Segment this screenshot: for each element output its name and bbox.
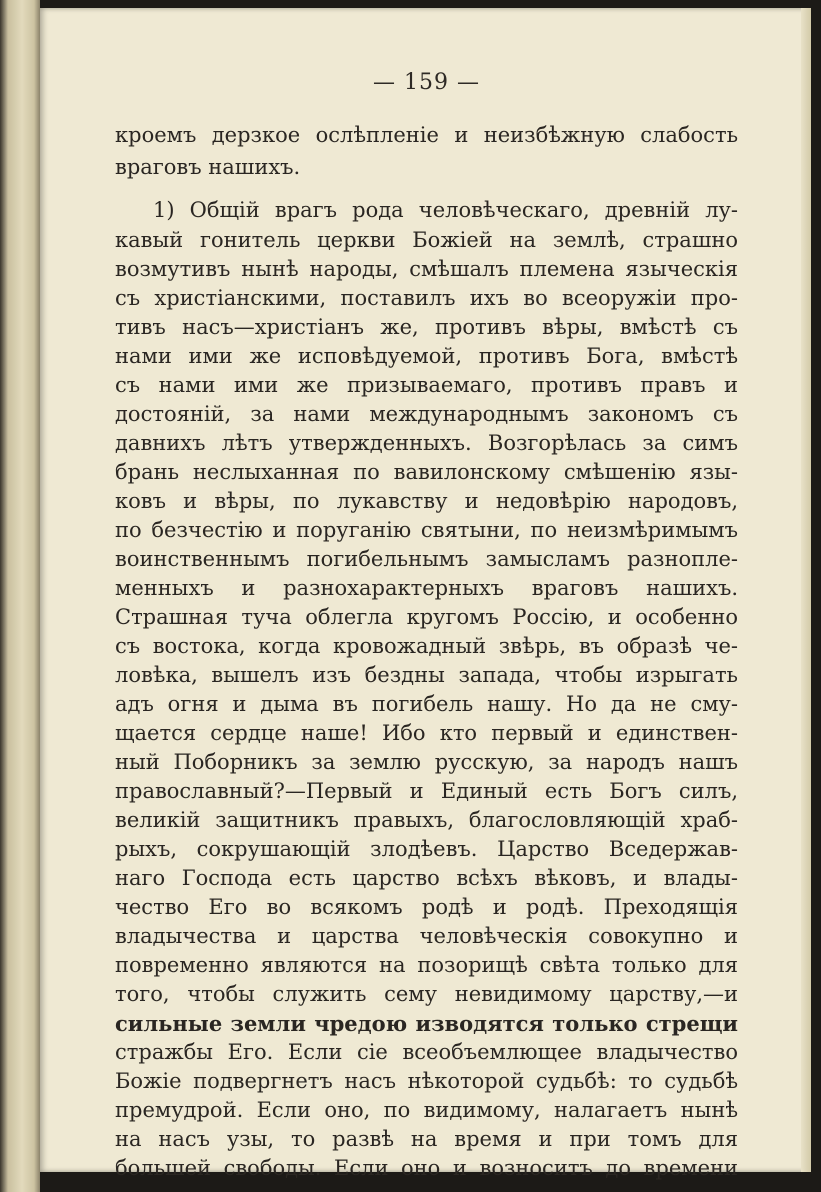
previous-page-edge	[0, 0, 40, 1192]
text-line: менныхъ и разнохарактерныхъ враговъ нашихъ.	[115, 576, 738, 600]
text-line: на насъ узы, то развѣ на время и при томъ для	[115, 1127, 738, 1151]
text-line: адъ огня и дыма въ погибель нашу. Но да не сму-	[115, 692, 738, 716]
page-sheet	[40, 8, 811, 1180]
text-line: возмутивъ нынѣ народы, смѣшалъ племена языческія	[115, 257, 738, 281]
text-line: ковъ и вѣры, по лукавству и недовѣрію народовъ,	[115, 489, 738, 513]
text-line: ный Поборникъ за землю русскую, за народъ нашъ	[115, 750, 738, 774]
text-line: тивъ насъ—христіанъ же, противъ вѣры, вмѣстѣ съ	[115, 315, 738, 339]
text-line: владычества и царства человѣческія совокупно и	[115, 924, 738, 948]
text-line: большей свободы. Если оно и возноситъ до времени	[115, 1156, 738, 1180]
text-line: премудрой. Если оно, по видимому, налагаетъ нынѣ	[115, 1098, 738, 1122]
text-line: ловѣка, вышелъ изъ бездны запада, чтобы изрыгать	[115, 663, 738, 687]
text-line: съ христіанскими, поставилъ ихъ во всеоружіи про-	[115, 286, 738, 310]
text-line: кавый гонитель церкви Божіей на землѣ, страшно	[115, 228, 738, 252]
text-line: повременно являются на позорищѣ свѣта только для	[115, 953, 738, 977]
text-line: нами ими же исповѣдуемой, противъ Бога, вмѣстѣ	[115, 344, 738, 368]
text-line: по безчестію и поруганію святыни, по неизмѣримымъ	[115, 518, 738, 542]
text-line: сильные земли чредою изводятся только стрещи	[115, 1011, 738, 1036]
page-edge	[801, 8, 811, 1172]
text-line: того, чтобы служить сему невидимому царству,—и	[115, 982, 738, 1006]
text-line: Божіе подвергнетъ насъ нѣкоторой судьбѣ: то судьбѣ	[115, 1069, 738, 1093]
text-line: брань неслыханная по вавилонскому смѣшенію язы-	[115, 460, 738, 484]
text-line: съ нами ими же призываемаго, противъ правъ и	[115, 373, 738, 397]
text-line: кроемъ дерзкое ослѣпленіе и неизбѣжную слабость	[115, 123, 738, 147]
text-line: враговъ нашихъ.	[115, 155, 301, 179]
text-line: Страшная туча облегла кругомъ Россію, и особенно	[115, 605, 738, 629]
text-line: воинственнымъ погибельнымъ замысламъ разнопле-	[115, 547, 738, 571]
text-line: щается сердце наше! Ибо кто первый и единствен-	[115, 721, 738, 745]
text-line: давнихъ лѣтъ утвержденныхъ. Возгорѣлась за симъ	[115, 431, 738, 455]
text-line: достояній, за нами международнымъ закономъ съ	[115, 402, 738, 426]
page-number: — 159 —	[373, 70, 480, 95]
text-line: съ востока, когда кровожадный звѣрь, въ образѣ че-	[115, 634, 738, 658]
text-line: православный?—Первый и Единый есть Богъ силъ,	[115, 779, 738, 803]
text-line: чество Его во всякомъ родѣ и родѣ. Преходящія	[115, 895, 738, 919]
text-line: великій защитникъ правыхъ, благословляющій храб-	[115, 808, 738, 832]
text-line: стражбы Его. Если сіе всеобъемлющее владычество	[115, 1040, 738, 1064]
text-line: наго Господа есть царство всѣхъ вѣковъ, и влады-	[115, 866, 738, 890]
text-line: рыхъ, сокрушающій злодѣевъ. Царство Вседержав-	[115, 837, 738, 861]
paragraph-first-line: 1) Общій врагъ рода человѣческаго, древній лу-	[153, 198, 738, 222]
